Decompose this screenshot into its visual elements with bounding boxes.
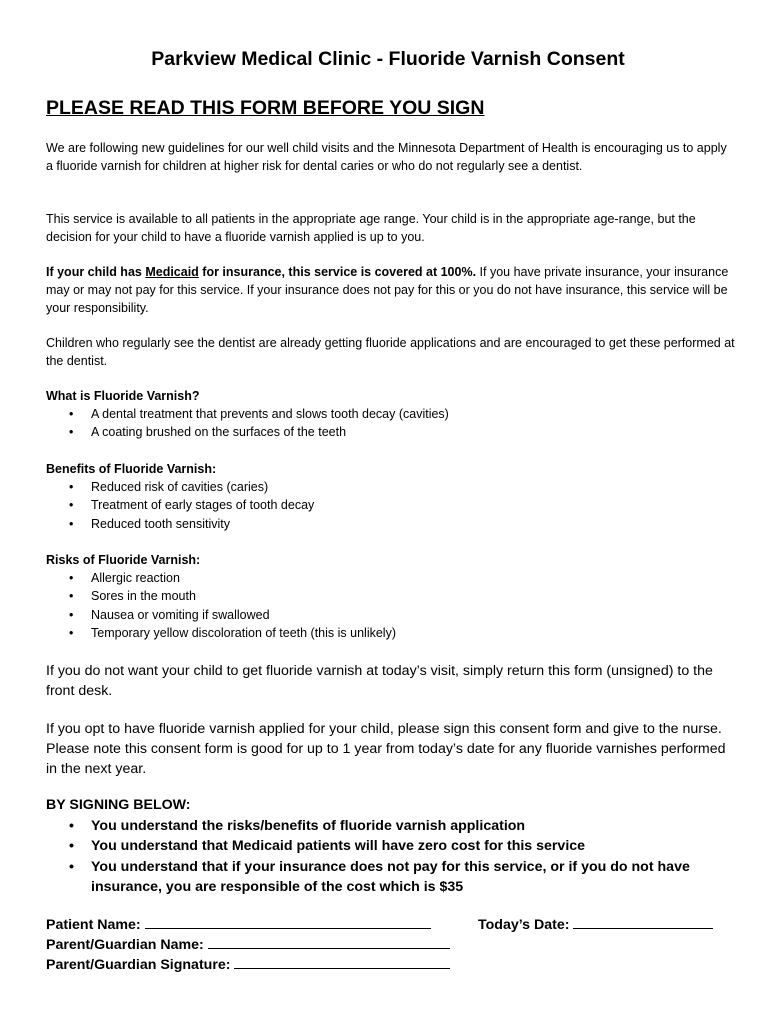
what-is-heading: What is Fluoride Varnish? [46, 389, 200, 403]
signing-list [46, 816, 730, 898]
list-item [46, 569, 396, 587]
bullet-dot: • [69, 607, 74, 622]
list-item [46, 857, 730, 898]
list-item-text: You understand the risks/benefits of fluoride varnish application [91, 818, 526, 834]
todays-date-line[interactable] [573, 914, 713, 929]
bullet-dot: • [69, 626, 74, 641]
list-item [46, 624, 396, 642]
list-item-text: Temporary yellow discoloration of teeth (this is unlikely) [91, 626, 396, 641]
bullet-dot: • [69, 498, 74, 513]
list-item-text: You understand that Medicaid patients will have zero cost for this service [91, 838, 586, 855]
patient-name-line[interactable] [145, 914, 431, 929]
list-item-text: Sores in the mouth [91, 589, 196, 604]
bullet-dot: • [69, 571, 74, 585]
benefits-heading: Benefits of Fluoride Varnish: [46, 462, 217, 476]
patient-name-field [46, 914, 431, 933]
patient-name-label: Patient Name: [46, 917, 141, 933]
signing-heading: BY SIGNING BELOW: [46, 797, 191, 813]
list-item-text: Reduced risk of cavities (caries) [91, 480, 269, 494]
list-item-text: Allergic reaction [91, 571, 180, 585]
guardian-name-field [46, 934, 450, 953]
bullet-dot: • [69, 818, 74, 834]
list-item [46, 606, 396, 624]
risks-heading: Risks of Fluoride Varnish: [46, 553, 201, 567]
medicaid-term: Medicaid [145, 265, 199, 279]
form-subtitle: PLEASE READ THIS FORM BEFORE YOU SIGN [46, 97, 485, 119]
coverage-rest: If you have private insurance, your insurance may or may not pay for this service. If your insurance does not pay for this or you do not have insurance, this service will be your responsibility. [46, 265, 729, 315]
guardian-signature-label: Parent/Guardian Signature: [46, 957, 231, 973]
guardian-signature-line[interactable] [234, 954, 450, 969]
list-item [46, 478, 314, 496]
list-item [46, 423, 449, 441]
list-item [46, 836, 730, 856]
list-item-text: Reduced tooth sensitivity [91, 516, 230, 531]
list-item-text: You understand that if your insurance does not pay for this service, or if you do not have insurance, you are responsible of the cost which is $35 [91, 858, 690, 896]
coverage-lead-end: for insurance, this service is covered at 100%. [198, 265, 477, 279]
list-item-text: A dental treatment that prevents and slows tooth decay (cavities) [91, 407, 449, 421]
risks-list [46, 569, 396, 643]
bullet-dot: • [69, 516, 74, 531]
guardian-name-line[interactable] [208, 934, 450, 949]
decline-paragraph: If you do not want your child to get fluoride varnish at today’s visit, simply return this form (unsigned) to the front desk. [46, 663, 713, 699]
coverage-lead: If your child has [46, 265, 146, 279]
guardian-name-label: Parent/Guardian Name: [46, 937, 204, 953]
list-item-text: Treatment of early stages of tooth decay [91, 498, 315, 513]
bullet-dot: • [69, 838, 74, 855]
guardian-signature-field [46, 954, 450, 973]
coverage-paragraph [46, 263, 736, 317]
list-item [46, 496, 314, 514]
bullet-dot: • [69, 407, 74, 421]
list-item-text: Nausea or vomiting if swallowed [91, 607, 270, 622]
availability-paragraph: This service is available to all patients in the appropriate age range. Your child is in the appropriate age-range, but the decision for your child to have a fluoride varnish applied is up to you. [46, 212, 696, 244]
optin-paragraph: If you opt to have fluoride varnish applied for your child, please sign this consent form and give to the nurse. Please note this consent form is good for up to 1 year from today’s date for any fluoride varnishes performed in the next year. [46, 721, 726, 777]
bullet-dot: • [69, 589, 74, 604]
what-is-list [46, 405, 449, 442]
list-item [46, 405, 449, 423]
bullet-dot: • [69, 425, 74, 440]
todays-date-label: Today’s Date: [478, 917, 570, 933]
benefits-list [46, 478, 314, 533]
form-title: Parkview Medical Clinic - Fluoride Varnish Consent [151, 48, 625, 70]
bullet-dot: • [69, 858, 74, 875]
list-item [46, 587, 396, 605]
bullet-dot: • [69, 480, 74, 494]
todays-date-field [478, 914, 713, 933]
list-item-text: A coating brushed on the surfaces of the teeth [91, 425, 347, 440]
intro-paragraph: We are following new guidelines for our well child visits and the Minnesota Department of Health is encouraging us to apply a fluoride varnish for children at higher risk for dental caries or who do not regularly see a dentist. [46, 141, 727, 173]
dentist-paragraph: Children who regularly see the dentist are already getting fluoride applications and are encouraged to get these performed at the dentist. [46, 336, 735, 368]
list-item [46, 816, 730, 836]
list-item [46, 515, 314, 533]
